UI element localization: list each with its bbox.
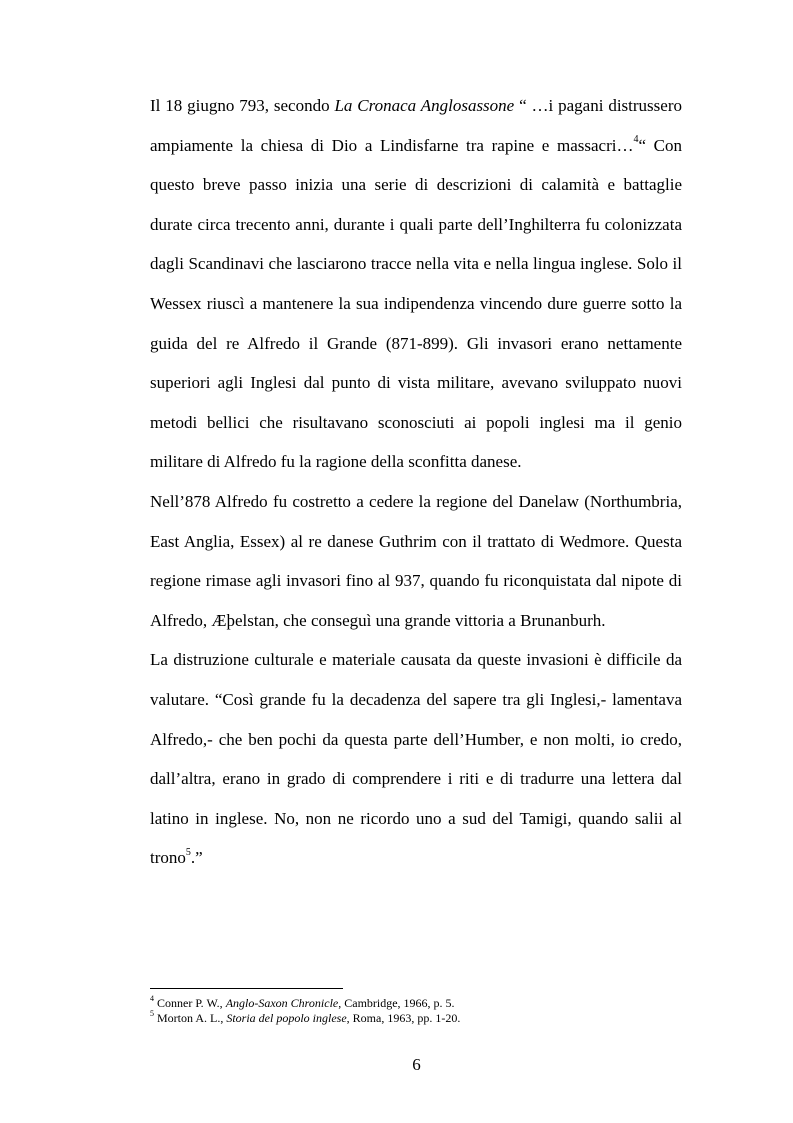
paragraph-1-quote: “ …i pagani distrussero ampiamente la chiesa di Dio a Lindisfarne tra rapine e massacri… bbox=[150, 96, 682, 155]
book-title-cronaca: La Cronaca Anglosassone bbox=[334, 96, 515, 115]
footnote-5 bbox=[150, 1011, 690, 1026]
footnote-5-author: Morton A. L., bbox=[154, 1011, 227, 1025]
footnote-4 bbox=[150, 996, 690, 1011]
footnote-separator bbox=[150, 988, 343, 989]
body-text bbox=[150, 86, 682, 878]
paragraph-1-continuation: “ Con questo breve passo inizia una serie di descrizioni di calamità e battaglie durate circa trecento anni, durante i quali parte dell’Inghilterra fu colonizzata dagli Scandinavi che lasciarono tracce nella vita e nella lingua inglese. Solo il Wessex riuscì a mantenere la sua indipendenza vincendo dure guerre sotto la guida del re Alfredo il Grande (871-899). Gli invasori erano nettamente superiori agli Inglesi dal punto di vista militare, avevano sviluppato nuovi metodi bellici che risultavano sconosciuti ai popoli inglesi ma il genio militare di Alfredo fu la ragione della sconfitta danese. bbox=[150, 135, 682, 472]
footnotes bbox=[150, 996, 690, 1026]
paragraph-3-text: La distruzione culturale e materiale causata da queste invasioni è difficile da valutare. “Così grande fu la decadenza del sapere tra gli Inglesi,- lamentava Alfredo,- che ben pochi da questa parte dell’Humber, e non molti, io credo, dall’altra, erano in grado di comprendere i riti e di tradurre una lettera dal latino in inglese. No, non ne ricordo uno a sud del Tamigi, quando salii al trono bbox=[150, 650, 682, 868]
footnote-4-number: 4 bbox=[150, 994, 154, 1003]
paragraph-1 bbox=[150, 86, 682, 482]
footnote-4-details: , Cambridge, 1966, p. 5. bbox=[338, 996, 455, 1010]
paragraph-3-end: .” bbox=[190, 848, 203, 868]
footnote-5-details: , Roma, 1963, pp. 1-20. bbox=[346, 1011, 461, 1025]
footnote-4-author: Conner P. W., bbox=[154, 996, 226, 1010]
footnote-4-title: Anglo-Saxon Chronicle bbox=[225, 996, 339, 1010]
footnote-5-title: Storia del popolo inglese bbox=[226, 1011, 347, 1025]
page-number: 6 bbox=[412, 1055, 421, 1074]
footnote-ref-5[interactable]: 5 bbox=[185, 846, 191, 858]
paragraph-3 bbox=[150, 640, 682, 878]
paragraph-2: Nell’878 Alfredo fu costretto a cedere la regione del Danelaw (Northumbria, East Anglia, Essex) al re danese Guthrim con il trattato di Wedmore. Questa regione rimase agli invasori fino al 937, quando fu riconquistata dal nipote di Alfredo, Æþelstan, che conseguì una grande vittoria a Brunanburh. bbox=[150, 491, 682, 630]
footnote-ref-4[interactable]: 4 bbox=[633, 133, 639, 145]
footnote-5-number: 5 bbox=[150, 1009, 154, 1018]
paragraph-1-text: Il 18 giugno 793, secondo bbox=[150, 96, 335, 115]
